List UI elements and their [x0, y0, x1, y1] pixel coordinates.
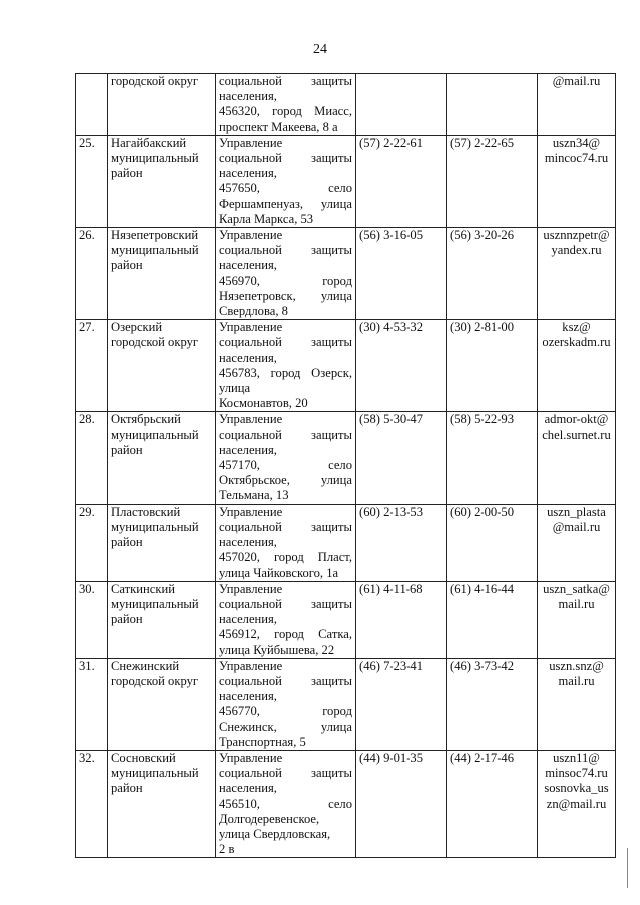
address-line: проспект Макеева, 8 а [219, 119, 338, 134]
table-row [76, 74, 616, 136]
email-line: @mail.ru [552, 74, 601, 88]
email-line: mail.ru [558, 596, 595, 611]
fax-number: (57) 2-22-65 [447, 135, 538, 227]
email-line: ozerskadm.ru [542, 335, 611, 350]
address-line: 456320, город Миасс, [219, 104, 352, 119]
phone-number: (61) 4-11-68 [356, 581, 447, 658]
municipality-name [108, 228, 216, 320]
table-row [76, 658, 616, 750]
address-line: Управление [219, 412, 283, 427]
municipality-name-line: Снежинский [111, 658, 180, 673]
address-line: 456912, город Сатка, [219, 627, 352, 642]
table-row [76, 135, 616, 227]
email-address [538, 581, 616, 658]
email-line: uszn11@ [553, 750, 600, 765]
municipality-name-line: Сосновский [111, 750, 176, 765]
table-body [76, 74, 616, 858]
municipality-name-line: Саткинский [111, 581, 175, 596]
address-line: населения, [219, 535, 277, 550]
municipality-name-line: муниципальный [111, 596, 199, 611]
phone-number: (30) 4-53-32 [356, 320, 447, 412]
municipality-name-line: Нагайбакский [111, 135, 187, 150]
row-number: 27. [76, 320, 108, 412]
email-line: uszn_plasta [547, 504, 606, 519]
address-line: 456510, село [219, 796, 352, 811]
email-line: mincoc74.ru [544, 151, 609, 166]
department-address [216, 412, 356, 504]
email-address [538, 320, 616, 412]
contacts-table [75, 73, 616, 858]
phone-number: (46) 7-23-41 [356, 658, 447, 750]
table-row [76, 228, 616, 320]
address-line: социальной защиты [219, 596, 352, 611]
email-line: admor-okt@ [544, 412, 609, 427]
address-line: Космонавтов, 20 [219, 396, 308, 411]
municipality-name-line: район [111, 781, 143, 796]
row-number: 25. [76, 135, 108, 227]
address-line: Октябрьское, улица [219, 473, 352, 488]
address-line: 456970, город [219, 273, 352, 288]
fax-number: (44) 2-17-46 [447, 750, 538, 857]
address-line: Нязепетровск, улица [219, 288, 352, 303]
address-line: Управление [219, 581, 283, 596]
municipality-name-line: муниципальный [111, 243, 199, 258]
municipality-name-line: район [111, 442, 143, 457]
address-line: социальной защиты [219, 673, 352, 688]
email-line: usznnzpetr@ [543, 228, 610, 243]
municipality-name [108, 658, 216, 750]
address-line: Транспортная, 5 [219, 734, 306, 749]
department-address [216, 320, 356, 412]
address-line: социальной защиты [219, 766, 352, 781]
row-number: 29. [76, 504, 108, 581]
address-line: Фершампенуаз, улица [219, 196, 352, 211]
address-line: населения, [219, 442, 277, 457]
address-line: социальной защиты [219, 151, 352, 166]
address-line: 456770, город [219, 704, 352, 719]
address-line: Свердлова, 8 [219, 304, 288, 319]
email-line: uszn_satka@ [543, 581, 610, 596]
municipality-name [108, 750, 216, 857]
municipality-name-line: городской округ [111, 74, 199, 88]
email-line: sosnovka_us [544, 781, 609, 796]
municipality-name-line: район [111, 612, 143, 627]
email-address [538, 750, 616, 857]
fax-number [447, 74, 538, 136]
table-row [76, 581, 616, 658]
email-line: zn@mail.ru [546, 796, 607, 811]
department-address [216, 228, 356, 320]
address-line: 457020, город Пласт, [219, 550, 352, 565]
row-number: 30. [76, 581, 108, 658]
fax-number: (30) 2-81-00 [447, 320, 538, 412]
address-line: населения, [219, 781, 277, 796]
email-line: @mail.ru [552, 519, 601, 534]
address-line: Управление [219, 228, 283, 243]
municipality-name-line: муниципальный [111, 766, 199, 781]
address-line: социальной защиты [219, 427, 352, 442]
fax-number: (58) 5-22-93 [447, 412, 538, 504]
address-line: Карла Маркса, 53 [219, 211, 314, 226]
address-line: Управление [219, 658, 283, 673]
department-address [216, 504, 356, 581]
email-address [538, 504, 616, 581]
email-line: ksz@ [562, 320, 591, 335]
address-line: социальной защиты [219, 243, 352, 258]
table-row [76, 504, 616, 581]
address-line: населения, [219, 258, 277, 273]
municipality-name-line: городской округ [111, 335, 199, 350]
municipality-name-line: Нязепетровский [111, 228, 199, 243]
email-address [538, 135, 616, 227]
phone-number: (58) 5-30-47 [356, 412, 447, 504]
table-row [76, 412, 616, 504]
municipality-name-line: муниципальный [111, 151, 199, 166]
address-line: улица Свердловская, [219, 826, 331, 841]
phone-number: (60) 2-13-53 [356, 504, 447, 581]
address-line: социальной защиты [219, 335, 352, 350]
email-address [538, 228, 616, 320]
email-line: chel.surnet.ru [542, 427, 611, 442]
page-number: 24 [313, 42, 327, 57]
fax-number: (56) 3-20-26 [447, 228, 538, 320]
email-address [538, 412, 616, 504]
email-line: uszn34@ [552, 135, 601, 150]
municipality-name [108, 581, 216, 658]
address-line: 2 в [219, 842, 235, 857]
table-row [76, 750, 616, 857]
address-line: населения, [219, 612, 277, 627]
department-address [216, 750, 356, 857]
municipality-name [108, 504, 216, 581]
address-line: Управление [219, 750, 283, 765]
row-number [76, 74, 108, 136]
municipality-name-line: район [111, 535, 143, 550]
phone-number: (56) 3-16-05 [356, 228, 447, 320]
department-address [216, 74, 356, 136]
address-line: улица [219, 381, 251, 396]
row-number: 28. [76, 412, 108, 504]
address-line: Управление [219, 504, 283, 519]
email-line: minsoc74.ru [545, 766, 608, 781]
address-line: населения, [219, 89, 277, 104]
email-line: yandex.ru [551, 243, 602, 258]
municipality-name [108, 412, 216, 504]
municipality-name [108, 320, 216, 412]
department-address [216, 658, 356, 750]
address-line: Тельмана, 13 [219, 488, 289, 503]
phone-number: (57) 2-22-61 [356, 135, 447, 227]
phone-number: (44) 9-01-35 [356, 750, 447, 857]
municipality-name-line: муниципальный [111, 519, 199, 534]
address-line: Управление [219, 135, 283, 150]
municipality-name-line: район [111, 258, 143, 273]
row-number: 31. [76, 658, 108, 750]
address-line: населения, [219, 689, 277, 704]
municipality-name-line: район [111, 166, 143, 181]
address-line: Снежинск, улица [219, 719, 352, 734]
address-line: Управление [219, 320, 283, 335]
fax-number: (46) 3-73-42 [447, 658, 538, 750]
municipality-name-line: городской округ [111, 673, 199, 688]
margin-mark [627, 848, 628, 888]
email-address [538, 74, 616, 136]
row-number: 32. [76, 750, 108, 857]
phone-number [356, 74, 447, 136]
address-line: социальной защиты [219, 519, 352, 534]
address-line: населения, [219, 166, 277, 181]
municipality-name-line: Пластовский [111, 504, 181, 519]
table-row [76, 320, 616, 412]
address-line: населения, [219, 350, 277, 365]
municipality-name [108, 74, 216, 136]
municipality-name-line: Озерский [111, 320, 163, 335]
address-line: 457170, село [219, 458, 352, 473]
municipality-name [108, 135, 216, 227]
email-line: uszn.snz@ [549, 658, 604, 673]
fax-number: (60) 2-00-50 [447, 504, 538, 581]
address-line: улица Чайковского, 1а [219, 565, 339, 580]
address-line: социальной защиты [219, 74, 352, 88]
address-line: 456783, город Озерск, [219, 365, 352, 380]
address-line: 457650, село [219, 181, 352, 196]
address-line: улица Куйбышева, 22 [219, 642, 335, 657]
row-number: 26. [76, 228, 108, 320]
fax-number: (61) 4-16-44 [447, 581, 538, 658]
email-line: mail.ru [558, 673, 595, 688]
email-address [538, 658, 616, 750]
department-address [216, 581, 356, 658]
municipality-name-line: Октябрьский [111, 412, 181, 427]
department-address [216, 135, 356, 227]
address-line: Долгодеревенское, [219, 811, 320, 826]
municipality-name-line: муниципальный [111, 427, 199, 442]
